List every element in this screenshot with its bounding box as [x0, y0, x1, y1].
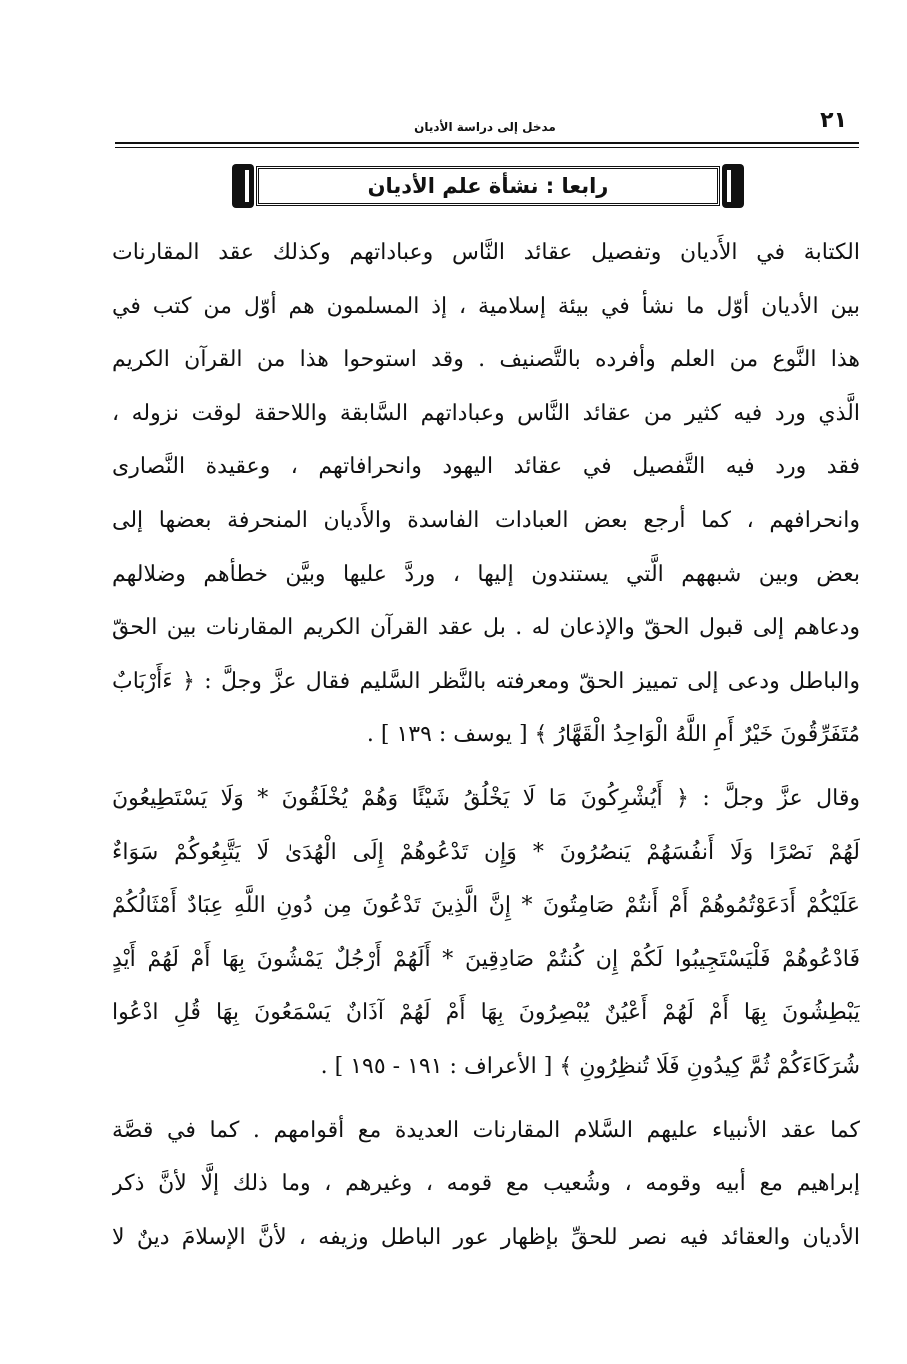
section-title-box: [256, 166, 720, 206]
text-line: والباطل ودعى إلى تمييز الحقّ ومعرفته بالنَّظر السَّليم فقال عزَّ وجلَّ : ﴿ ءَأَرْبَابٌ: [112, 668, 860, 694]
paragraph-gap: [112, 1094, 860, 1104]
text-line: كما عقد الأنبياء عليهم السَّلام المقارنات العديدة مع أقوامهم . كما في قصَّة: [112, 1117, 860, 1143]
text-line: هذا النَّوع من العلم وأفرده بالتَّصنيف . وقد استوحوا هذا من القرآن الكريم: [112, 347, 860, 373]
text-line: الكتابة في الأَديان وتفصيل عقائد النَّاس وعباداتهم وكذلك عقد المقارنات: [112, 240, 860, 265]
text-line: فَادْعُوهُمْ فَلْيَسْتَجِيبُوا لَكُمْ إِن كُنتُمْ صَادِقِينَ * أَلَهُمْ أَرْجُلٌ يَمْشُونَ بِهَا أَمْ لَهُمْ أَيْدٍ: [112, 946, 860, 972]
text-line: الَّذي ورد فيه كثير من عقائد النَّاس وعباداتهم السَّابقة واللاحقة لوقت نزوله ،: [112, 400, 860, 426]
header-rule-thin: [115, 147, 859, 148]
text-line: بعض وبين شبههم الَّتي يستندون إليها ، وردَّ عليها وبيَّن خطأهم وضلالهم: [112, 561, 860, 587]
text-line: ودعاهم إلى قبول الحقّ والإذعان له . بل عقد القرآن الكريم المقارنات بين الحقّ: [112, 615, 860, 641]
text-line: يَبْطِشُونَ بِهَا أَمْ لَهُمْ أَعْيُنٌ يُبْصِرُونَ بِهَا أَمْ لَهُمْ آذَانٌ يَسْمَعُونَ بِهَا قُلِ ادْعُوا: [112, 1000, 860, 1026]
page-header: [115, 106, 855, 140]
text-line: عَلَيْكُمْ أَدَعَوْتُمُوهُمْ أَمْ أَنتُمْ صَامِتُونَ * إِنَّ الَّذِينَ تَدْعُونَ مِن دُونِ اللَّهِ عِبَادٌ أَمْثَالُكُمْ: [112, 893, 860, 919]
text-line: فقد ورد فيه التَّفصيل في عقائد اليهود وانحرافاتهم ، وعقيدة النَّصارى: [112, 454, 860, 480]
text-line: لَهُمْ نَصْرًا وَلَا أَنفُسَهُمْ يَنصُرُونَ * وَإِن تَدْعُوهُمْ إِلَى الْهُدَىٰ لَا يَتَّبِعُوكُمْ سَوَاءٌ: [112, 839, 860, 865]
text-line: شُرَكَاءَكُمْ ثُمَّ كِيدُونِ فَلَا تُنظِرُونِ ﴾ [ الأعراف : ١٩١ - ١٩٥ ] .: [320, 1053, 860, 1079]
section-title: رابعا : نشأة علم الأديان: [367, 174, 609, 198]
text-line: بين الأديان أوّل ما نشأ في بيئة إسلامية ، إذ المسلمون هم أوّل من كتب في: [112, 293, 860, 319]
text-line: الأديان والعقائد فيه نصر للحقِّ بإظهار عور الباطل وزيفه ، لأنَّ الإسلامَ دينٌ لا: [112, 1224, 860, 1250]
paragraph-gap: [112, 762, 860, 772]
text-line: مُتَفَرِّقُونَ خَيْرٌ أَمِ اللَّهُ الْوَاحِدُ الْقَهَّارُ ﴾ [ يوسف : ١٣٩ ] .: [366, 722, 860, 748]
text-line: وقال عزَّ وجلَّ : ﴿ أَيُشْرِكُونَ مَا لَا يَخْلُقُ شَيْئًا وَهُمْ يُخْلَقُونَ * وَلَا يَسْتَطِيعُونَ: [112, 785, 860, 811]
banner-right-ornament: [722, 164, 744, 208]
text-line: وانحرافهم ، كما أرجع بعض العبادات الفاسدة والأَديان المنحرفة بعضها إلى: [112, 507, 860, 533]
page-number: ٢١: [820, 108, 847, 133]
banner-left-ornament: [232, 164, 254, 208]
running-title: مدخل إلى دراسة الأديان: [414, 120, 556, 134]
paragraph-2: [112, 772, 860, 1094]
paragraph-3: [112, 1104, 860, 1265]
header-rule: [115, 142, 859, 144]
body-text: [112, 226, 860, 1264]
paragraph-1: [112, 226, 860, 762]
section-banner: [232, 164, 744, 208]
text-line: إبراهيم مع أبيه وقومه ، وشُعيب مع قومه ، وغيرهم ، وما ذلك إلَّا لأنَّ ذكر: [112, 1171, 860, 1197]
